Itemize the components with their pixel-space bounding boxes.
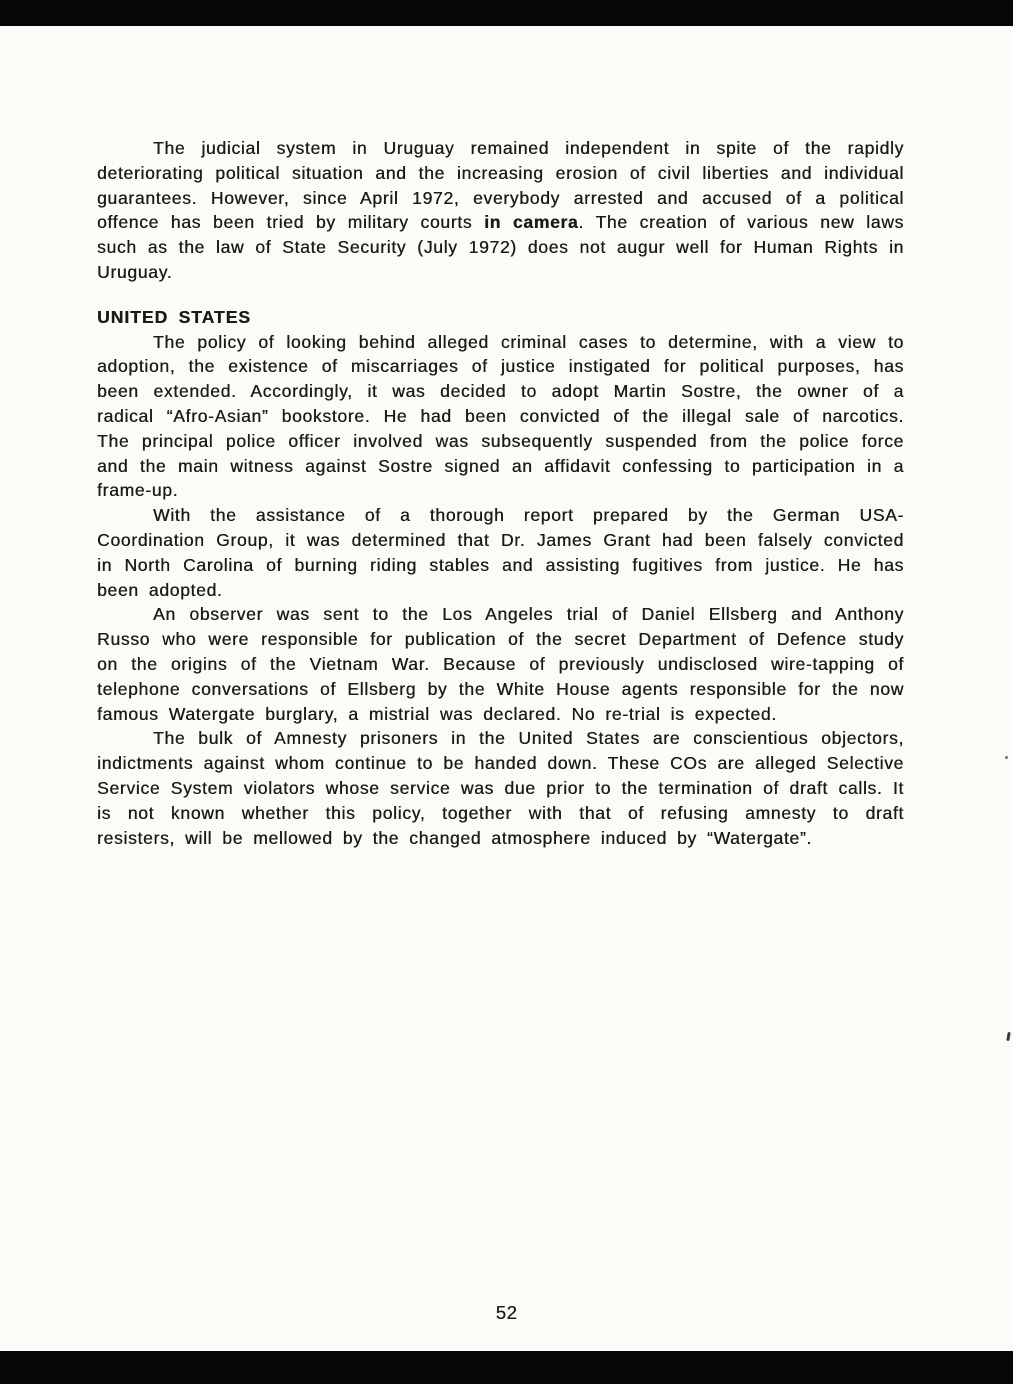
section-heading-united-states: UNITED STATES xyxy=(97,306,251,327)
paragraph-uruguay xyxy=(97,136,904,285)
paragraph-us-james-grant: With the assistance of a thorough report prepared by the German USA-Coordination Group, it was determined that Dr. James Grant had been falsely convicted in North Carolina of burning riding stables and assisting fugitives from justice. He has been adopted. xyxy=(97,505,904,600)
scan-artifact-bottom-bar xyxy=(0,1351,1013,1384)
page-number: 52 xyxy=(495,1302,518,1323)
paragraph-us-ellsberg: An observer was sent to the Los Angeles trial of Daniel Ellsberg and Anthony Russo who were responsible for publication of the secret Department of Defence study on the origins of the Vietnam War. Because of previously undisclosed wire-tapping of telephone conversations of Ellsberg by the White House agents responsible for the now famous Watergate burglary, a mistrial was declared. No re-trial is expected. xyxy=(97,604,904,724)
paragraph-us-policy: The policy of looking behind alleged criminal cases to determine, with a view to adoption, the existence of miscarriages of justice instigated for political purposes, has been extended. Accordingly, it was decided to adopt Martin Sostre, the owner of a radical “Afro-Asian” bookstore. He had been convicted of the illegal sale of narcotics. The principal police officer involved was subsequently suspended from the police force and the main witness against Sostre signed an affidavit confessing to participation in a frame-up. xyxy=(97,331,904,501)
scan-speck xyxy=(1006,1032,1011,1041)
scan-artifact-top-bar xyxy=(0,0,1013,26)
paragraph-uruguay-text-1: The judicial system in Uruguay remained independent in spite of the rapidly deteriorating political situation and the increasing erosion of civil liberties and individual guarantees. However, since April 1972, everybody arrested and accused of a political offence has been tried by military courts xyxy=(97,138,904,233)
paragraph-us-conscientious-objectors: The bulk of Amnesty prisoners in the United States are conscientious objectors, indictments against whom continue to be handed down. These COs are alleged Selective Service System violators whose service was due prior to the termination of draft calls. It is not known whether this policy, together with that of refusing amnesty to draft resisters, will be mellowed by the changed atmosphere induced by “Watergate”. xyxy=(97,728,904,848)
scan-speck xyxy=(1005,756,1008,759)
page-body-text xyxy=(97,136,904,850)
in-camera-emphasis: in camera xyxy=(484,212,579,233)
paragraph-uruguay-text-2: . The creation of various new laws such as the law of State Security (July 1972) does not augur well for Human Rights in Uruguay. xyxy=(97,212,904,282)
